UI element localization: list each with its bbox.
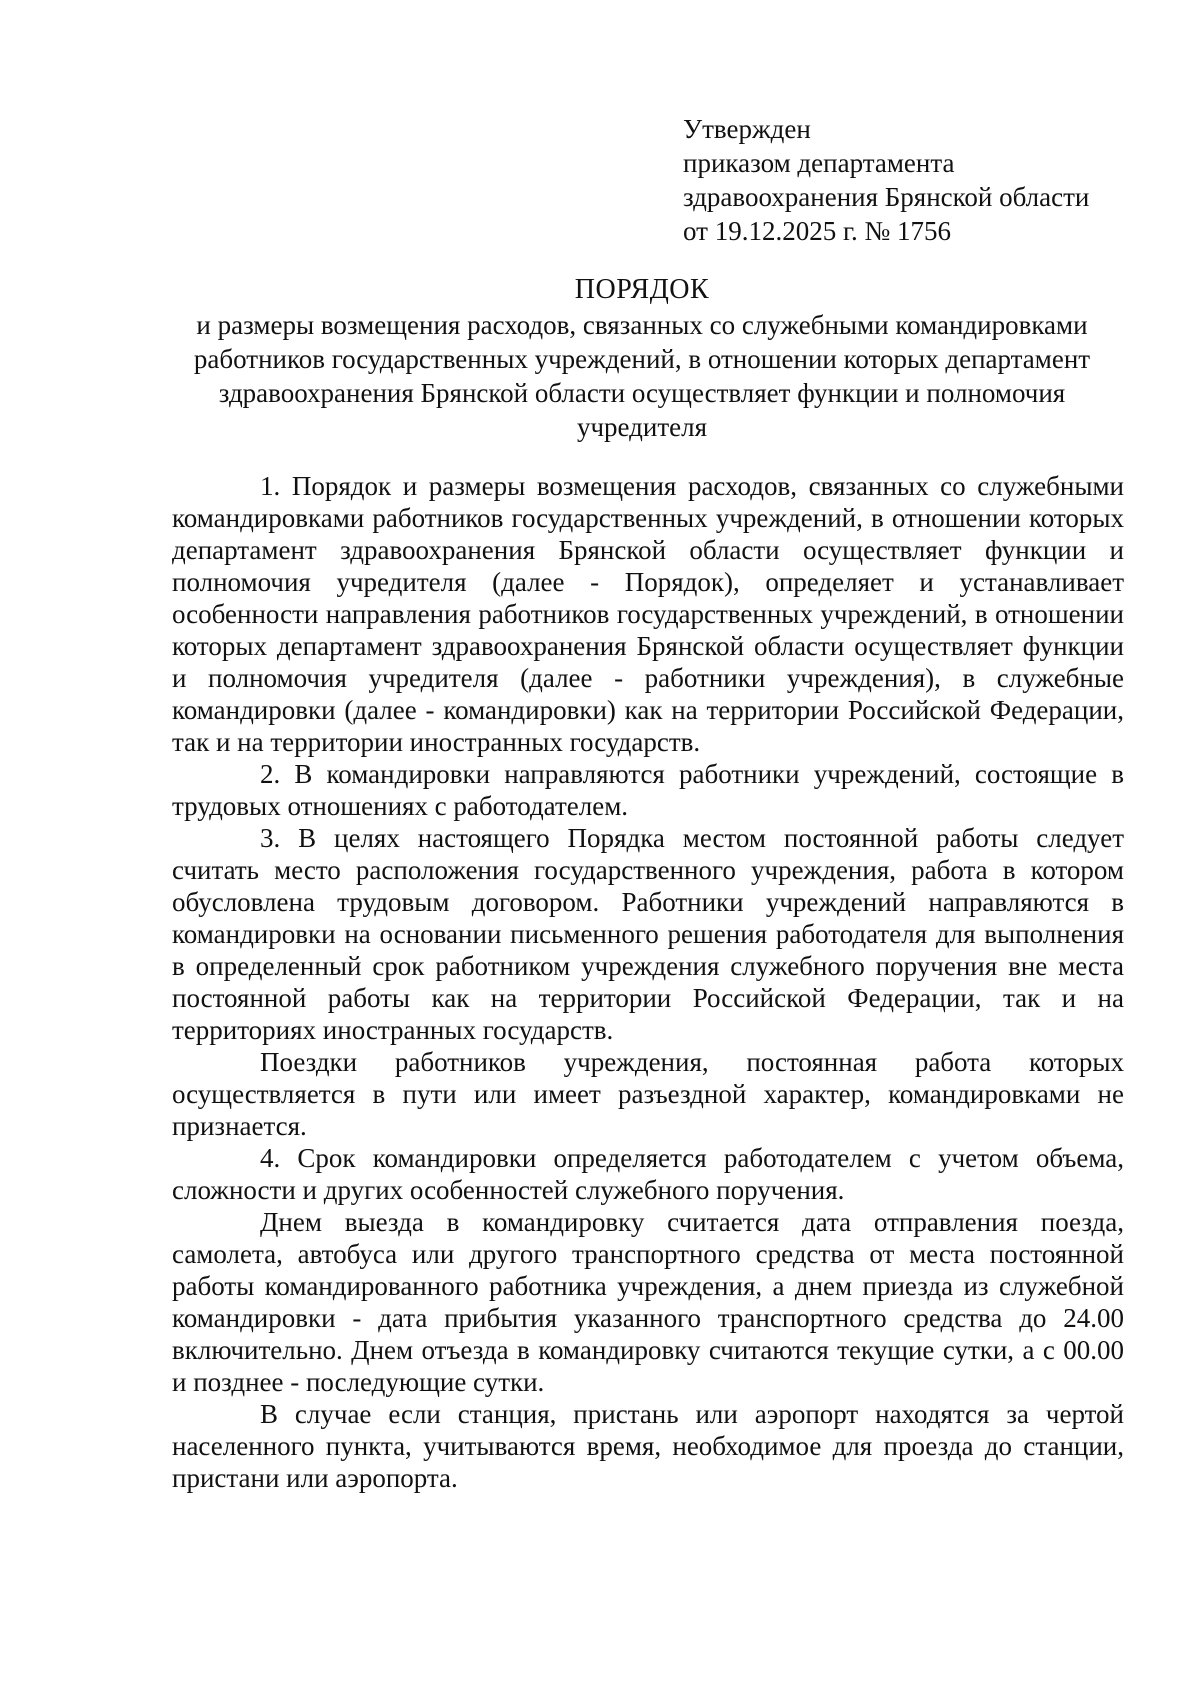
paragraph-3: 3. В целях настоящего Порядка местом постоянной работы следует считать место расположения государственного учреждения, работа в котором обусловлена трудовым договором. Работники учреждений направляются в командировки на основании письменного решения работодателя для выполнения в определенный срок работником учреждения служебного поручения вне места постоянной работы как на территории Российской Федерации, так и на территориях иностранных государств. bbox=[172, 823, 1124, 1045]
title-subtitle-line: и размеры возмещения расходов, связанных со служебными командировками bbox=[196, 310, 1088, 340]
paragraph-4-departure: Днем выезда в командировку считается дата отправления поезда, самолета, автобуса или другого транспортного средства от места постоянной работы командированного работника учреждения, а днем приезда из служебной командировки - дата прибытия указанного транспортного средства до 24.00 включительно. Днем отъезда в командировку считаются текущие сутки, а с 00.00 и позднее - последующие сутки. bbox=[172, 1207, 1124, 1397]
title-main: ПОРЯДОК bbox=[574, 274, 710, 305]
approval-line: от 19.12.2025 г. № 1756 bbox=[683, 216, 951, 246]
title-subtitle-line: работников государственных учреждений, в отношении которых департамент bbox=[193, 344, 1091, 374]
approval-stamp bbox=[683, 112, 1163, 248]
document-body bbox=[172, 470, 1124, 1494]
paragraph-2: 2. В командировки направляются работники учреждений, состоящие в трудовых отношениях с работодателем. bbox=[172, 759, 1124, 821]
title-subtitle-line: учредителя bbox=[576, 412, 708, 442]
paragraph-1: 1. Порядок и размеры возмещения расходов, связанных со служебными командировками работников государственных учреждений, в отношении которых департамент здравоохранения Брянской области осуществляет функции и полномочия учредителя (далее - Порядок), определяет и устанавливает особенности направления работников государственных учреждений, в отношении которых департамент здравоохранения Брянской области осуществляет функции и полномочия учредителя (далее - работники учреждения), в служебные командировки (далее - командировки) как на территории Российской Федерации, так и на территории иностранных государств. bbox=[172, 471, 1124, 757]
paragraph-4-station: В случае если станция, пристань или аэропорт находятся за чертой населенного пункта, учитываются время, необходимое для проезда до станции, пристани или аэропорта. bbox=[172, 1399, 1124, 1493]
title-subtitle-line: здравоохранения Брянской области осуществляет функции и полномочия bbox=[218, 378, 1066, 408]
paragraph-4: 4. Срок командировки определяется работодателем с учетом объема, сложности и других особенностей служебного поручения. bbox=[172, 1143, 1124, 1205]
approval-line: здравоохранения Брянской области bbox=[683, 182, 1090, 212]
title-subtitle bbox=[160, 308, 1124, 444]
approval-line: приказом департамента bbox=[683, 148, 955, 178]
paragraph-3-note: Поездки работников учреждения, постоянная работа которых осуществляется в пути или имеет разъездной характер, командировками не признается. bbox=[172, 1047, 1124, 1141]
approval-line: Утвержден bbox=[683, 114, 811, 144]
document-title bbox=[160, 272, 1124, 444]
